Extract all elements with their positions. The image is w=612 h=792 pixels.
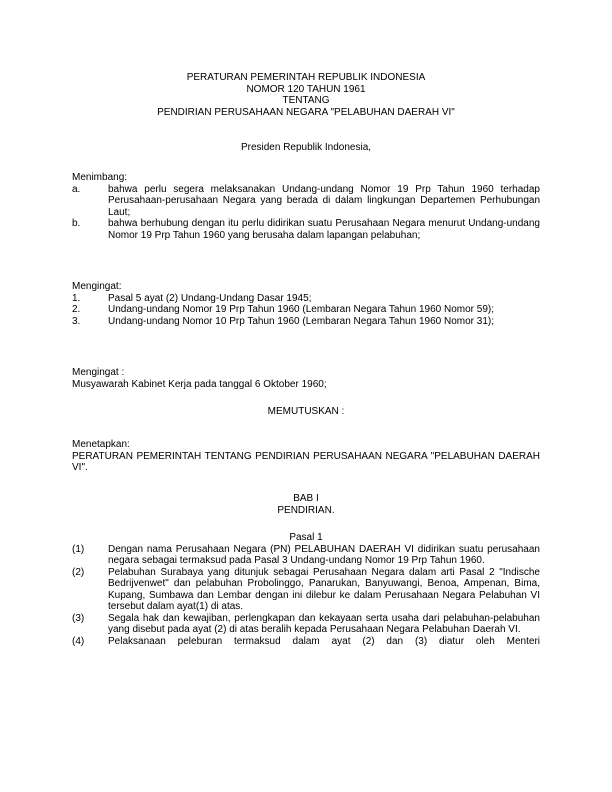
section-label: Mengingat: xyxy=(72,281,122,292)
menimbang-section xyxy=(72,172,540,241)
bab-title: PENDIRIAN. xyxy=(277,504,335,516)
item-number: (2) xyxy=(72,566,85,578)
mengingat2-section xyxy=(72,367,540,390)
section-label: Mengingat : xyxy=(72,367,125,378)
item-number: (3) xyxy=(72,612,85,624)
item-text: Pelaksanaan peleburan termaksud dalam ayat (2) dan (3) diatur oleh Menteri xyxy=(108,635,540,647)
section-text: PERATURAN PEMERINTAH TENTANG PENDIRIAN PERUSAHAAN NEGARA "PELABUHAN DAERAH VI". xyxy=(72,450,540,473)
title-line: TENTANG xyxy=(282,95,330,106)
section-label: Menimbang: xyxy=(72,172,128,183)
item-text: Dengan nama Perusahaan Negara (PN) PELABUHAN DAERAH VI didirikan suatu perusahaan negara sebagai termaksud pada Pasal 3 Undang-undang Nomor 19 Prp Tahun 1960. xyxy=(108,543,540,566)
list-item xyxy=(72,567,540,613)
item-number: a. xyxy=(72,183,81,195)
item-number: 2. xyxy=(72,304,81,315)
title-line: NOMOR 120 TAHUN 1961 xyxy=(246,83,366,95)
item-text: bahwa berhubung dengan itu perlu didirikan suatu Perusahaan Negara menurut Undang-undang Nomor 19 Prp Tahun 1960 yang berusaha dalam lapangan pelabuhan; xyxy=(108,218,540,241)
item-text: Undang-undang Nomor 19 Prp Tahun 1960 (Lembaran Negara Tahun 1960 Nomor 59); xyxy=(108,304,494,315)
president-line: Presiden Republik Indonesia, xyxy=(240,142,372,153)
item-number: (1) xyxy=(72,543,85,555)
item-number: b. xyxy=(72,218,81,229)
item-text: Segala hak dan kewajiban, perlengkapan dan kekayaan serta usaha dari pelabuhan-pelabuhan yang disebut pada ayat (2) di atas beralih kepada Perusahaan Negara Pelabuhan Daerah VI. xyxy=(108,612,540,635)
document-title xyxy=(72,72,540,118)
section-text: Musyawarah Kabinet Kerja pada tanggal 6 Oktober 1960; xyxy=(72,378,327,390)
pasal-title: Pasal 1 xyxy=(289,532,323,543)
section-label: Menetapkan: xyxy=(72,439,130,450)
item-text: Pelabuhan Surabaya yang ditunjuk sebagai Perusahaan Negara dalam arti Pasal 2 "Indische Bedrijvenwet" dan pelabuhan Probolinggo, Panarukan, Banyuwangi, Benoa, Ampenan, Bima, Kupang, Sumbawa dan Lembar dengan ini dilebur ke dalam Perusahaan Negara Pelabuhan VI tersebut dalam ayat(1) di atas. xyxy=(108,566,540,612)
bab-heading xyxy=(72,493,540,516)
list-item xyxy=(72,613,540,636)
list-item xyxy=(72,304,540,316)
item-text: bahwa perlu segera melaksanakan Undang-undang Nomor 19 Prp Tahun 1960 terhadap Perusahaan-perusahaan Negara yang berada di dalam lingkungan Departemen Perhubungan Laut; xyxy=(108,183,540,218)
mengingat-section xyxy=(72,281,540,327)
list-item xyxy=(72,544,540,567)
pasal-1-section xyxy=(72,532,540,647)
list-item xyxy=(72,293,540,305)
item-number: (4) xyxy=(72,635,85,647)
memutuskan-heading: MEMUTUSKAN : xyxy=(267,406,345,417)
list-item xyxy=(72,636,540,648)
list-item xyxy=(72,184,540,219)
title-line: PENDIRIAN PERUSAHAAN NEGARA "PELABUHAN DAERAH VI" xyxy=(157,106,455,118)
bab-number: BAB I xyxy=(293,493,319,504)
title-line: PERATURAN PEMERINTAH REPUBLIK INDONESIA xyxy=(186,72,426,83)
menetapkan-section xyxy=(72,439,540,474)
item-number: 3. xyxy=(72,315,81,327)
list-item xyxy=(72,316,540,328)
item-number: 1. xyxy=(72,292,81,304)
item-text: Undang-undang Nomor 10 Prp Tahun 1960 (Lembaran Negara Tahun 1960 Nomor 31); xyxy=(108,315,494,327)
item-text: Pasal 5 ayat (2) Undang-Undang Dasar 1945; xyxy=(108,292,312,304)
list-item xyxy=(72,218,540,241)
